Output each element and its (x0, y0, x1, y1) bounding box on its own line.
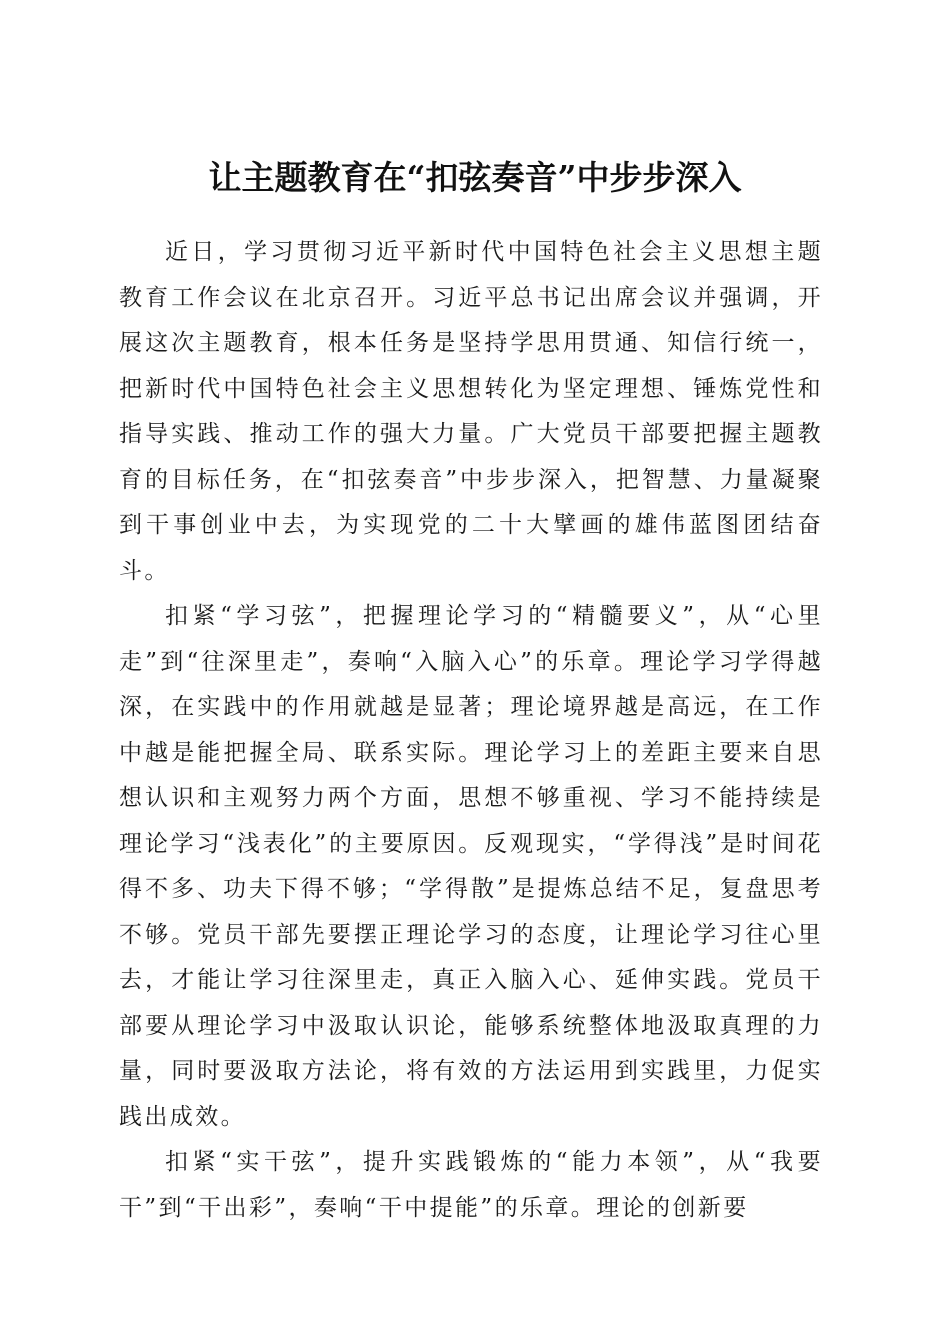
paragraph-1: 近日，学习贯彻习近平新时代中国特色社会主义思想主题教育工作会议在北京召开。习近平总书记出席会议并强调，开展这次主题教育，根本任务是坚持学思用贯通、知信行统一，把新时代中国特色社会主义思想转化为坚定理想、锤炼党性和指导实践、推动工作的强大力量。广大党员干部要把握主题教育的目标任务，在“扣弦奏音”中步步深入，把智慧、力量凝聚到干事创业中去，为实现党的二十大擘画的雄伟蓝图团结奋斗。 (119, 239, 823, 584)
paragraph-2: 扣紧“学习弦”，把握理论学习的“精髓要义”，从“心里走”到“往深里走”，奏响“入脑入心”的乐章。理论学习学得越深，在实践中的作用就越是显著；理论境界越是高远，在工作中越是能把握全局、联系实际。理论学习上的差距主要来自思想认识和主观努力两个方面，思想不够重视、学习不能持续是理论学习“浅表化”的主要原因。反观现实，“学得浅”是时间花得不多、功夫下得不够；“学得散”是提炼总结不足，复盘思考不够。党员干部先要摆正理论学习的态度，让理论学习往心里去，才能让学习往深里走，真正入脑入心、延伸实践。党员干部要从理论学习中汲取认识论，能够系统整体地汲取真理的力量，同时要汲取方法论，将有效的方法运用到实践里，力促实践出成效。 (119, 603, 823, 1130)
paragraph-3: 扣紧“实干弦”，提升实践锻炼的“能力本领”，从“我要干”到“干出彩”，奏响“干中提能”的乐章。理论的创新要 (119, 1149, 823, 1221)
document-body (119, 230, 823, 1231)
document-title: 让主题教育在“扣弦奏音”中步步深入 (208, 158, 742, 198)
